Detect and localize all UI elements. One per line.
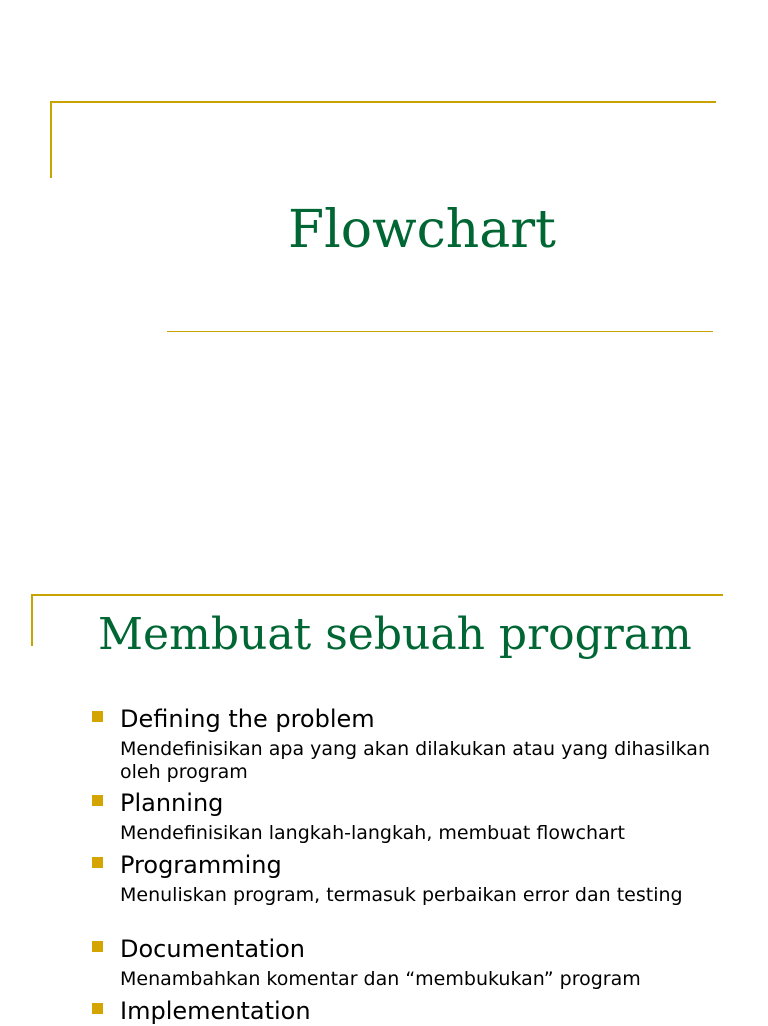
bullet-description: Mendefinisikan apa yang akan dilakukan atau yang dihasilkan oleh program <box>120 738 710 783</box>
bullet-heading: Implementation <box>120 997 311 1025</box>
bullet-description: Mendefinisikan langkah-langkah, membuat flowchart <box>120 822 625 844</box>
slide-title-membuat-program: Membuat sebuah program <box>98 609 692 660</box>
bullet-description: Menambahkan komentar dan “membukukan” program <box>120 968 641 990</box>
square-bullet-icon <box>92 1003 103 1014</box>
bullet-description: Menuliskan program, termasuk perbaikan error dan testing <box>120 884 683 906</box>
slide-title-flowchart: Flowchart <box>288 200 556 260</box>
bullet-heading: Defining the problem <box>120 705 375 733</box>
square-bullet-icon <box>92 711 103 722</box>
bullet-heading: Programming <box>120 851 282 879</box>
square-bullet-icon <box>92 857 103 868</box>
square-bullet-icon <box>92 941 103 952</box>
bullet-heading: Planning <box>120 789 224 817</box>
bullet-heading: Documentation <box>120 935 306 963</box>
square-bullet-icon <box>92 795 103 806</box>
